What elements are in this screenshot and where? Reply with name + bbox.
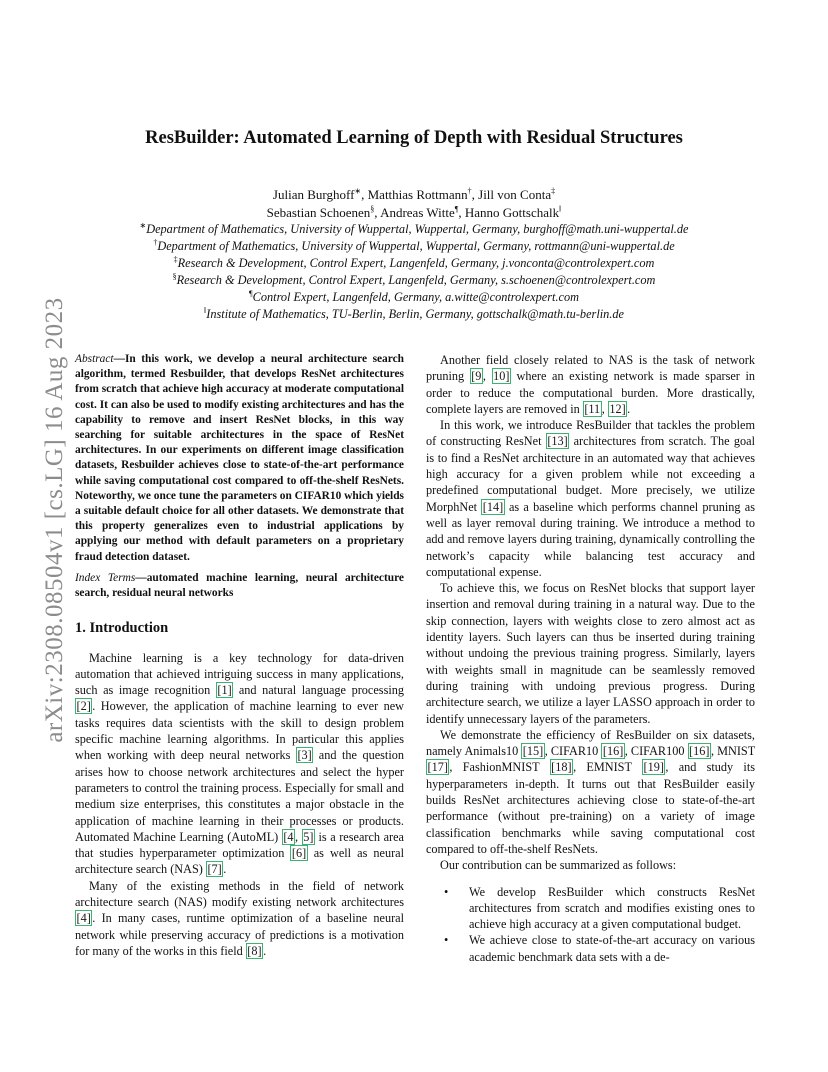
citation-link[interactable]: [14] xyxy=(482,499,504,514)
author-affiliation-mark: ¶ xyxy=(454,204,459,214)
paragraph-text: , FashionMNIST xyxy=(449,760,550,775)
abstract-text: —In this work, we develop a neural architecture search algorithm, termed Resbuilder, that develops ResNet architectures from scratch that achieve high accuracy at moderate computational cost. It can also be used to modify existing architectures and has the capability to remove and insert ResNet blocks, in this way searching for suitable architectures in the space of ResNet architectures. In our experiments on different image classification datasets, Resbuilder achieves close to state-of-the-art performance while saving computational cost compared to off-the-shelf ResNets. Noteworthy, we once tune the parameters on CIFAR10 which yields a suitable default choice for all other datasets. We demonstrate that this property generalizes even to industrial applications by applying our method with default parameters on a proprietary fraud detection dataset. xyxy=(75,353,404,563)
affiliation-line xyxy=(0,272,828,289)
citation-link[interactable]: [6] xyxy=(291,846,307,861)
affiliation-mark: † xyxy=(153,237,158,247)
paragraph-text: , EMNIST xyxy=(573,760,642,775)
author-affiliation-mark: ‡ xyxy=(551,186,556,196)
citation-link[interactable]: [16] xyxy=(602,744,624,759)
affiliation-text: Department of Mathematics, University of Wuppertal, Wuppertal, Germany, burghoff@math.uni-wuppertal.de xyxy=(146,222,689,236)
paragraph-text: as well as neural architecture search (NAS) xyxy=(75,846,404,877)
body-paragraph xyxy=(426,727,755,857)
affiliation-text: Control Expert, Langenfeld, Germany, a.witte@controlexpert.com xyxy=(252,290,579,304)
citation-link[interactable]: 10] xyxy=(493,369,510,384)
citation-link[interactable]: [8] xyxy=(247,943,262,958)
citation-link[interactable]: [3] xyxy=(297,748,312,763)
author-name: Sebastian Schoenen xyxy=(266,205,371,220)
citation-link[interactable]: [7] xyxy=(207,862,222,877)
author-affiliation-mark: § xyxy=(370,204,375,214)
citation-link[interactable]: [13] xyxy=(547,434,568,449)
paragraph-text: , and study its hyperparameters in-depth. It turns out that ResBuilder easily builds ResNet architectures achieving close to state-of-the-art performance (without pre-training) on a variety of image classification benchmarks while saving computational cost compared to off-the-shelf ResNets. xyxy=(426,760,755,856)
index-terms xyxy=(75,571,404,601)
citation-link[interactable]: 5] xyxy=(303,829,314,844)
author-name: Hanno Gottschalk xyxy=(464,205,560,220)
author-affiliation-mark: ‖ xyxy=(559,204,562,214)
affiliation-mark: ¶ xyxy=(249,288,253,298)
affiliation-list xyxy=(0,221,828,323)
left-column xyxy=(75,352,404,959)
paragraph-text: Another field closely related to NAS is the task of network pruning xyxy=(426,353,755,384)
introduction-body-left xyxy=(75,650,404,960)
affiliation-text: Department of Mathematics, University of Wuppertal, Wuppertal, Germany, rottmann@uni-wuppertal.de xyxy=(157,239,675,253)
affiliation-mark: ‡ xyxy=(173,254,178,264)
paragraph-text: , CIFAR10 xyxy=(544,744,602,759)
body-paragraph xyxy=(426,417,755,580)
affiliation-text: Institute of Mathematics, TU-Berlin, Berlin, Germany, gottschalk@math.tu-berlin.de xyxy=(206,307,624,321)
body-paragraph xyxy=(75,650,404,878)
section-heading-introduction: 1. Introduction xyxy=(75,620,169,637)
paragraph-text: Our contribution can be summarized as follows: xyxy=(440,858,677,873)
paragraph-text: . xyxy=(263,943,267,958)
citation-link[interactable]: [1] xyxy=(217,683,232,698)
citation-link[interactable]: [15] xyxy=(522,744,544,759)
contribution-list xyxy=(426,884,755,965)
citation-link[interactable]: [19] xyxy=(643,760,664,775)
paragraph-text: architectures from scratch. The goal is to find a ResNet architecture in an automated way that achieves high accuracy for a given problem while not exceeding a predefined computational budget. More precisely, we utilize MorphNet xyxy=(426,434,755,514)
affiliation-line xyxy=(0,238,828,255)
paragraph-text: is a research area that studies hyperparameter optimization xyxy=(75,829,404,861)
citation-link[interactable]: [16] xyxy=(689,744,710,759)
author-list xyxy=(0,186,828,222)
bullet-icon: • xyxy=(444,884,449,899)
affiliation-line xyxy=(0,306,828,323)
citation-link[interactable]: [2] xyxy=(76,699,91,714)
paragraph-text: We demonstrate the efficiency of ResBuilder on six datasets, namely Animals10 xyxy=(426,727,755,759)
paragraph-text: . In many cases, runtime optimization of a baseline neural network while preserving accuracy of predictions is a motivation for many of the works in this field xyxy=(75,911,404,958)
index-terms-text: —automated machine learning, neural architecture search, residual neural networks xyxy=(75,571,404,600)
paragraph-text: Machine learning is a key technology for data-driven automation that achieved intriguing success in many applications, such as image recognition xyxy=(75,650,404,698)
affiliation-text: Research & Development, Control Expert, Langenfeld, Germany, j.vonconta@controlexpert.com xyxy=(177,256,655,270)
author-name: Julian Burghoff xyxy=(272,187,355,202)
affiliation-line xyxy=(0,255,828,272)
author-line-1: Julian Burghoff∗, Matthias Rottmann†, Jill von Conta‡ xyxy=(272,186,556,202)
body-paragraph xyxy=(426,857,755,873)
introduction-body-right xyxy=(426,352,755,874)
contribution-text: We develop ResBuilder which constructs ResNet architectures from scratch and modifies existing ones to achieve high accuracy at a given computational budget. xyxy=(469,884,755,932)
citation-link[interactable]: [4] xyxy=(76,911,91,926)
paragraph-text: In this work, we introduce ResBuilder that tackles the problem of constructing ResNet xyxy=(426,418,755,449)
affiliation-mark: ∗ xyxy=(139,220,147,230)
abstract xyxy=(75,352,404,565)
paper-title: ResBuilder: Automated Learning of Depth with Residual Structures xyxy=(145,128,683,148)
body-paragraph xyxy=(75,878,404,959)
paragraph-text: and natural language processing xyxy=(233,683,404,698)
paragraph-text: Many of the existing methods in the field of network architecture search (NAS) modify existing network architectures xyxy=(75,878,404,909)
contribution-text: We achieve close to state-of-the-art accuracy on various academic benchmark data sets with a de- xyxy=(469,933,755,964)
contribution-item xyxy=(426,932,755,965)
citation-link[interactable]: [18] xyxy=(551,760,572,775)
body-paragraph xyxy=(426,580,755,727)
citation-link[interactable]: [9 xyxy=(471,369,482,384)
paragraph-text: . However, the application of machine learning to ever new tasks requires data scientists with the skill to design problem specific machine learning algorithms. In particular this applies when working with deep neural networks xyxy=(75,699,404,763)
paragraph-text: , xyxy=(601,401,608,416)
affiliation-mark: ‖ xyxy=(204,305,207,315)
citation-link[interactable]: [4 xyxy=(283,829,294,844)
paragraph-text: and the question arises how to choose network architectures and select the hyper parameters to control the training process. Especially for small and medium size enterprises, this constitutes a major obstacle in the application of machine learning in their processes or products. Automated Machine Learning (AutoML) xyxy=(75,748,404,844)
contribution-item xyxy=(426,884,755,933)
index-terms-label: Index Terms xyxy=(75,571,136,584)
paragraph-text: , CIFAR100 xyxy=(624,744,688,759)
arxiv-identifier-stamp: arXiv:2308.08504v1 [cs.LG] 16 Aug 2023 xyxy=(41,297,68,743)
bullet-icon: • xyxy=(444,933,449,948)
paragraph-text: where an existing network is made sparser in order to reduce the computational burden. More drastically, complete layers are removed in xyxy=(426,369,755,416)
citation-link[interactable]: 12] xyxy=(609,401,626,416)
affiliation-mark: § xyxy=(172,271,177,281)
paragraph-text: To achieve this, we focus on ResNet blocks that support layer insertion and removal during training in a natural way. Due to the skip connection, layers with weights close to zero almost act as identity layers. Such layers can thus be inserted during training without undoing the previous training progress. Similarly, layers with weights small in magnitude can be seamlessly removed during training with undoing previous progress. During architecture search, we utilize a layer LASSO approach in order to identify unnecessary layers of the parameters. xyxy=(426,581,755,726)
abstract-label: Abstract xyxy=(75,353,114,365)
paragraph-text: . xyxy=(627,401,631,416)
affiliation-line xyxy=(0,221,828,238)
paragraph-text: , MNIST xyxy=(710,744,755,759)
author-affiliation-mark: † xyxy=(467,186,472,196)
author-name: Jill von Conta xyxy=(478,187,552,202)
citation-link[interactable]: [11 xyxy=(584,401,601,416)
paragraph-text: as a baseline which performs channel pruning as well as layer removal during training. We introduce a method to add and remove layers during training, dynamically controlling the network’s capacity while balancing test accuracy and computational expense. xyxy=(426,499,755,579)
paragraph-text: , xyxy=(482,369,492,384)
citation-link[interactable]: [17] xyxy=(427,760,448,775)
author-name: Andreas Witte xyxy=(380,205,455,220)
body-paragraph xyxy=(426,352,755,417)
affiliation-line xyxy=(0,289,828,306)
author-line-2: Sebastian Schoenen§, Andreas Witte¶, Hanno Gottschalk‖ xyxy=(266,204,562,220)
right-column xyxy=(426,352,755,965)
affiliation-text: Research & Development, Control Expert, Langenfeld, Germany, s.schoenen@controlexpert.com xyxy=(176,273,656,287)
paragraph-text: , xyxy=(295,829,302,844)
author-affiliation-mark: ∗ xyxy=(354,186,362,196)
author-name: Matthias Rottmann xyxy=(367,187,468,202)
paragraph-text: . xyxy=(223,862,227,877)
